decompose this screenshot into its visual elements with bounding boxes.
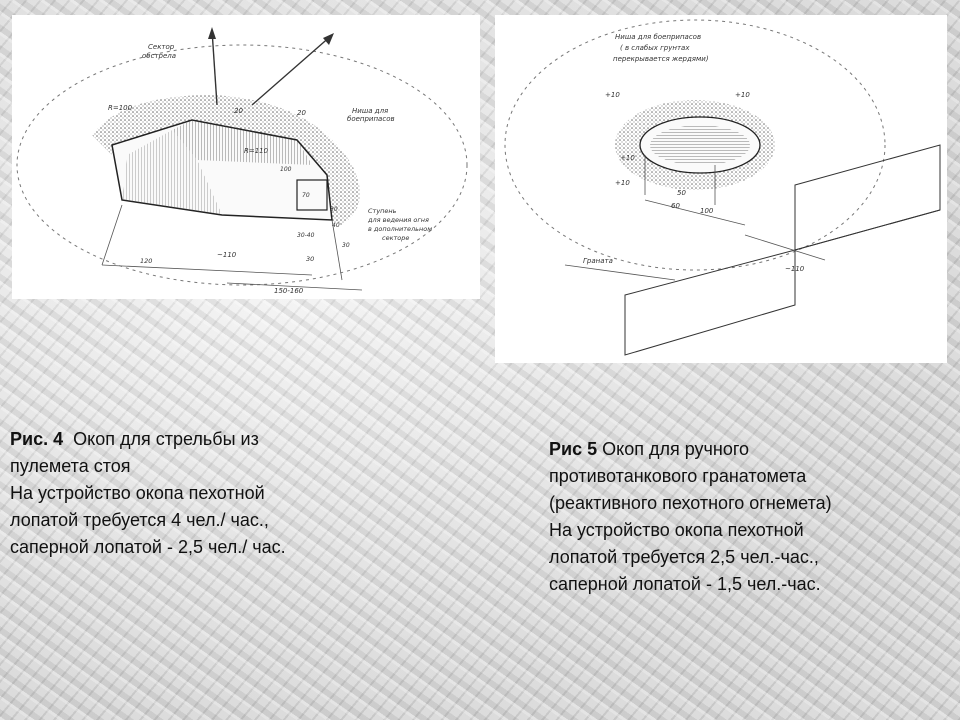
sector-arrow-right [252,35,332,105]
dim-line-4 [332,220,342,280]
arrowhead-right [323,33,334,45]
caption5-text-3: саперной лопатой - 1,5 чел.-час. [549,574,821,594]
label-niche-bottom: боеприпасов [347,115,395,123]
grenade-leader [565,265,675,280]
trench-inner-5 [650,125,750,165]
caption5-title-1: Окоп для ручного [602,439,750,459]
figure-5-svg [495,15,947,363]
dim-110: ~110 [785,265,805,273]
caption4-line1 [10,426,420,453]
arrowhead-left [208,27,216,39]
caption4-text-1: На устройство окопа пехотной [10,483,265,503]
dim-10b: +10 [735,91,750,99]
caption5-label: Рис 5 [549,439,598,459]
dim-40: 40 [332,222,340,229]
lower-box [625,250,795,355]
caption5-title-2: противотанкового гранатомета [549,466,807,486]
dim-30a: 30 [330,206,338,213]
figure-5-trench-drawing [495,15,947,363]
label-niche-top: Ниша для [352,107,389,115]
label-step-1: Ступень [368,207,397,215]
caption4-title-2: пулемета стоя [10,456,131,476]
dim-30c: 30 [342,242,350,249]
label-sector-top: Сектор [148,43,175,51]
figure-4-trench-drawing [12,15,480,299]
label-grenade: Граната [583,257,613,265]
dim-20a: 20 [234,107,243,115]
figure-4-caption [10,426,420,561]
caption5-line1 [549,436,949,463]
label-sector-bottom: обстрела [142,52,177,60]
dim-120: 120 [140,257,153,265]
dim-r110b: ~110 [217,251,237,259]
caption5-title-3: (реактивного пехотного огнемета) [549,493,832,513]
dim-10c: +10 [620,154,635,162]
caption5-text-1: На устройство окопа пехотной [549,520,804,540]
label-step-4: секторе [382,234,410,242]
figure-5-caption [549,436,949,598]
label-niche-5-1: Ниша для боеприпасов [615,33,702,41]
sector-arrow-left [212,30,217,105]
label-step-3: в дополнительном [368,225,433,233]
dim-30b: 30 [306,255,315,263]
dim-60: 60 [671,202,680,210]
label-niche-5-3: перекрывается жердями) [613,55,709,63]
dim-r110: R=110 [244,147,269,155]
caption4-text-3: саперной лопатой - 2,5 чел./ час. [10,537,286,557]
dim-h-2 [745,235,825,260]
caption4-text-2: лопатой требуется 4 чел./ час., [10,510,269,530]
dim-line-1 [102,205,122,265]
dim-r100: R=100 [108,104,133,112]
dim-50: 50 [677,189,686,197]
dim-150-160: 150-160 [274,287,304,295]
box-edge [795,210,940,250]
dim-10d: +10 [615,179,630,187]
label-step-2: для ведения огня [368,216,429,224]
dim-20b: 20 [297,109,306,117]
figure-4-svg [12,15,480,299]
dim-70: 70 [302,192,310,199]
caption4-label: Рис. 4 [10,429,64,449]
dim-30-40: 30-40 [297,232,315,239]
dim-100: 100 [280,166,292,173]
caption5-text-2: лопатой требуется 2,5 чел.-час., [549,547,819,567]
dim-10a: +10 [605,91,620,99]
dim-100: 100 [700,207,714,215]
caption4-title-1: Окоп для стрельбы из [73,429,259,449]
label-niche-5-2: ( в слабых грунтах [620,44,690,52]
dim-h-1 [645,200,745,225]
